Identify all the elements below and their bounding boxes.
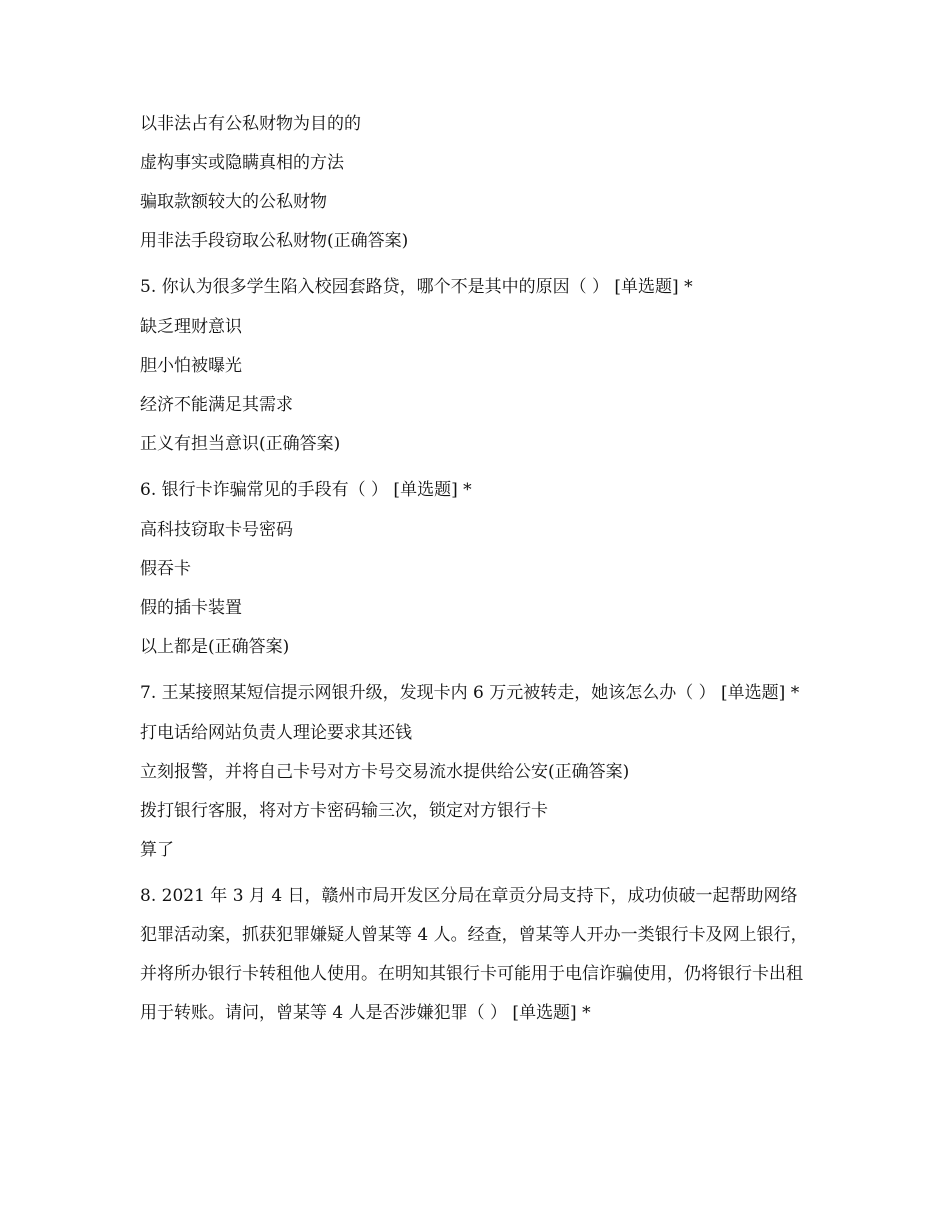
option-item[interactable]: 正义有担当意识(正确答案)	[140, 434, 341, 454]
option-item[interactable]: 经济不能满足其需求	[140, 395, 293, 415]
option-item[interactable]: 胆小怕被曝光	[140, 356, 242, 376]
question-5	[140, 268, 820, 456]
option-item[interactable]: 骗取款额较大的公私财物	[140, 192, 327, 212]
option-item[interactable]: 虚构事实或隐瞒真相的方法	[140, 153, 344, 173]
question-6	[140, 471, 820, 659]
option-item[interactable]: 假的插卡装置	[140, 598, 242, 618]
option-item[interactable]: 算了	[140, 840, 174, 860]
question-text: 6. 银行卡诈骗常见的手段有（ ） [单选题] *	[140, 480, 472, 500]
question-4-options	[140, 112, 820, 253]
document-page	[140, 112, 820, 1041]
option-item[interactable]: 立刻报警，并将自己卡号对方卡号交易流水提供给公安(正确答案)	[140, 762, 630, 782]
option-item[interactable]: 打电话给网站负责人理论要求其还钱	[140, 723, 412, 743]
option-item[interactable]: 高科技窃取卡号密码	[140, 520, 293, 540]
option-item[interactable]: 以非法占有公私财物为目的的	[140, 114, 361, 134]
question-text: 8. 2021 年 3 月 4 日，赣州市局开发区分局在章贡分局支持下，成功侦破一起帮助网络犯罪活动案，抓获犯罪嫌疑人曾某等 4 人。经查，曾某等人开办一类银行卡及网上银行，并将所办银行卡转租他人使用。在明知其银行卡可能用于电信诈骗使用，仍将银行卡出租用于转账。请问，曾某等 4 人是否涉嫌犯罪（ ） [单选题] *	[140, 886, 808, 1023]
option-item[interactable]: 用非法手段窃取公私财物(正确答案)	[140, 231, 409, 251]
question-text: 7. 王某接照某短信提示网银升级，发现卡内 6 万元被转走，她该怎么办（ ） [单选题] *	[140, 683, 800, 703]
question-7	[140, 674, 820, 862]
question-text: 5. 你认为很多学生陷入校园套路贷，哪个不是其中的原因（ ） [单选题] *	[140, 277, 693, 297]
option-item[interactable]: 缺乏理财意识	[140, 317, 242, 337]
option-item[interactable]: 假吞卡	[140, 559, 191, 579]
question-8	[140, 877, 820, 1033]
option-item[interactable]: 拨打银行客服，将对方卡密码输三次，锁定对方银行卡	[140, 801, 548, 821]
option-item[interactable]: 以上都是(正确答案)	[140, 637, 290, 657]
